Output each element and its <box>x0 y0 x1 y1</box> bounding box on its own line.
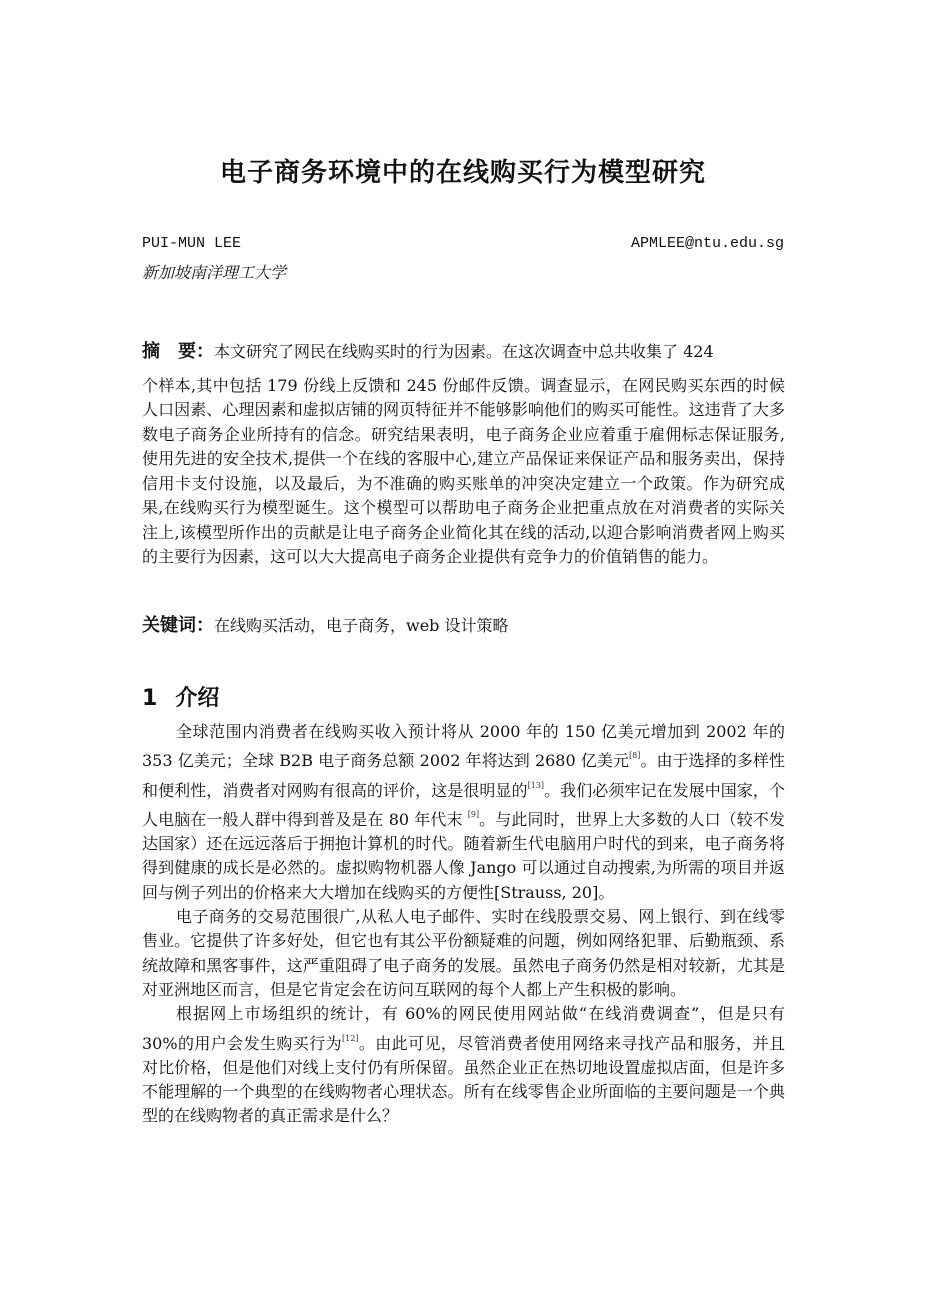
section-title: 介绍 <box>175 686 220 711</box>
paragraph-1-text-b: 。由于选择的多样性和便利性，消费者对网购有很高的评价，这是很明显的 <box>142 751 785 800</box>
citation-ref: [12] <box>342 1033 359 1043</box>
keywords <box>142 611 509 637</box>
paragraph-1-text-c: 。我们必须牢记在发展中国家，个人电脑在一般人群中得到普及是在 80 年代末 <box>142 780 785 829</box>
abstract-body: 个样本,其中包括 179 份线上反馈和 245 份邮件反馈。调查显示，在网民购买东西的时候人口因素、心理因素和虚拟店铺的网页特征并不能够影响他们的购买可能性。这违背了大多数电子商务企业所持有的信念。研究结果表明，电子商务企业应着重于雇佣标志保证服务,使用先进的安全技术,提供一个在线的客服中心,建立产品保证来保证产品和服务卖出，保持信用卡支付设施，以及最后，为不准确的购买账单的冲突决定建立一个政策。作为研究成果,在线购买行为模型诞生。这个模型可以帮助电子商务企业把重点放在对消费者的实际关注上,该模型所作出的贡献是让电子商务企业简化其在线的活动,以迎合影响消费者网上购买的主要行为因素，这可以大大提高电子商务企业提供有竞争力的价值销售的能力。 <box>142 375 785 566</box>
abstract-first-line <box>142 340 785 365</box>
paragraph-3 <box>142 1002 785 1128</box>
paper-title: 电子商务环境中的在线购买行为模型研究 <box>219 158 706 188</box>
keywords-label: 关键词： <box>142 615 214 636</box>
keywords-text: 在线购买活动，电子商务，web 设计策略 <box>214 616 509 635</box>
author-name: PUI-MUN LEE <box>142 235 242 252</box>
paragraph-3-text-b: 。由此可见，尽管消费者使用网络来寻找产品和服务，并且对比价格，但是他们对线上支付仍有所保留。虽然企业正在热切地设置虚拟店面，但是许多不能理解的一个典型的在线购物者心理状态。所有在线零售企业所面临的主要问题是一个典型的在线购物者的真正需求是什么？ <box>142 1033 785 1126</box>
paragraph-1-text-a: 全球范围内消费者在线购买收入预计将从 2000 年的 150 亿美元增加到 2002 年的 353 亿美元；全球 B2B 电子商务总额 2002 年将达到 2680 亿美元 <box>142 722 785 771</box>
citation-ref: [9] <box>467 809 480 819</box>
author-affiliation: 新加坡南洋理工大学 <box>142 263 287 282</box>
citation-ref: [8] <box>629 751 641 761</box>
paragraph-1 <box>142 720 785 905</box>
section-heading <box>142 681 219 712</box>
abstract-label: 摘 要： <box>142 341 214 362</box>
citation-ref: [13] <box>527 780 544 790</box>
paragraph-2: 电子商务的交易范围很广,从私人电子邮件、实时在线股票交易、网上银行、到在线零售业。它提供了许多好处，但它也有其公平份额疑难的问题，例如网络犯罪、后勤瓶颈、系统故障和黑客事件，这严重阻碍了电子商务的发展。虽然电子商务仍然是相对较新，尤其是对亚洲地区而言，但是它肯定会在访问互联网的每个人都上产生积极的影响。 <box>142 907 785 999</box>
paragraph-3-text-a: 根据网上市场组织的统计，有 60%的网民使用网站做“在线消费调查”，但是只有 30%的用户会发生购买行为 <box>142 1004 785 1053</box>
author-email: APMLEE@ntu.edu.sg <box>630 235 784 252</box>
abstract-first-text: 本文研究了网民在线购买时的行为因素。在这次调查中总共收集了 424 <box>214 342 714 361</box>
body-text <box>142 720 785 1129</box>
abstract <box>142 340 785 570</box>
section-number: 1 <box>142 686 158 711</box>
paragraph-1-text-d: 。与此同时，世界上大多数的人口（较不发达国家）还在远远落后于拥抱计算机的时代。随着新生代电脑用户时代的到来，电子商务将得到健康的成长是必然的。虚拟购物机器人像 Jango 可以通过自动搜索,为所需的项目并返回与例子列出的价格来大大增加在线购买的方便性[Strauss, 20]。 <box>142 809 785 902</box>
